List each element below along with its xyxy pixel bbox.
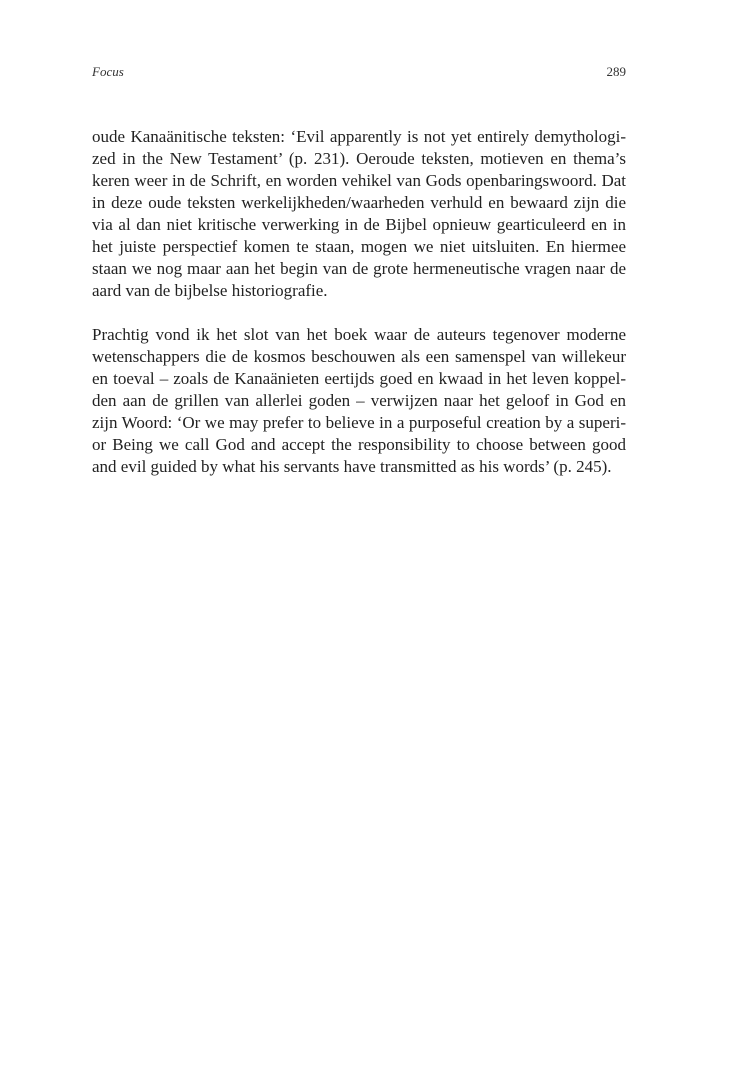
paragraph-line: wetenschappers die de kosmos beschouwen als een samenspel van willekeur xyxy=(92,347,626,366)
paragraph-line: oude Kanaänitische teksten: ‘Evil apparently is not yet entirely demythologi- xyxy=(92,127,626,146)
page-number: 289 xyxy=(606,64,626,79)
paragraph-line: en toeval – zoals de Kanaänieten eertijds goed en kwaad in het leven koppel- xyxy=(92,369,626,388)
paragraph xyxy=(92,324,626,478)
running-header xyxy=(92,64,626,84)
paragraph xyxy=(92,126,626,302)
paragraph-line: den aan de grillen van allerlei goden – verwijzen naar het geloof in God en xyxy=(92,391,626,410)
paragraph-line: het juiste perspectief komen te staan, mogen we niet uitsluiten. En hiermee xyxy=(92,237,626,256)
paragraph-line: keren weer in de Schrift, en worden vehikel van Gods openbaringswoord. Dat xyxy=(92,171,626,190)
paragraph-line: and evil guided by what his servants have transmitted as his words’ (p. 245). xyxy=(92,457,612,476)
paragraph-line: zijn Woord: ‘Or we may prefer to believe in a purposeful creation by a superi- xyxy=(92,413,626,432)
paragraph-line: in deze oude teksten werkelijkheden/waarheden verhuld en bewaard zijn die xyxy=(92,193,626,212)
paragraph-line: Prachtig vond ik het slot van het boek waar de auteurs tegenover moderne xyxy=(92,325,626,344)
paragraph-line: aard van de bijbelse historiografie. xyxy=(92,281,328,300)
paragraph-line: zed in the New Testament’ (p. 231). Oeroude teksten, motieven en thema’s xyxy=(92,149,626,168)
paragraph-line: or Being we call God and accept the responsibility to choose between good xyxy=(92,435,626,454)
running-title: Focus xyxy=(92,64,124,79)
paragraph-gap xyxy=(92,302,626,324)
paragraph-line: via al dan niet kritische verwerking in de Bijbel opnieuw gearticuleerd en in xyxy=(92,215,626,234)
paragraph-line: staan we nog maar aan het begin van de grote hermeneutische vragen naar de xyxy=(92,259,626,278)
body-text xyxy=(92,126,626,478)
